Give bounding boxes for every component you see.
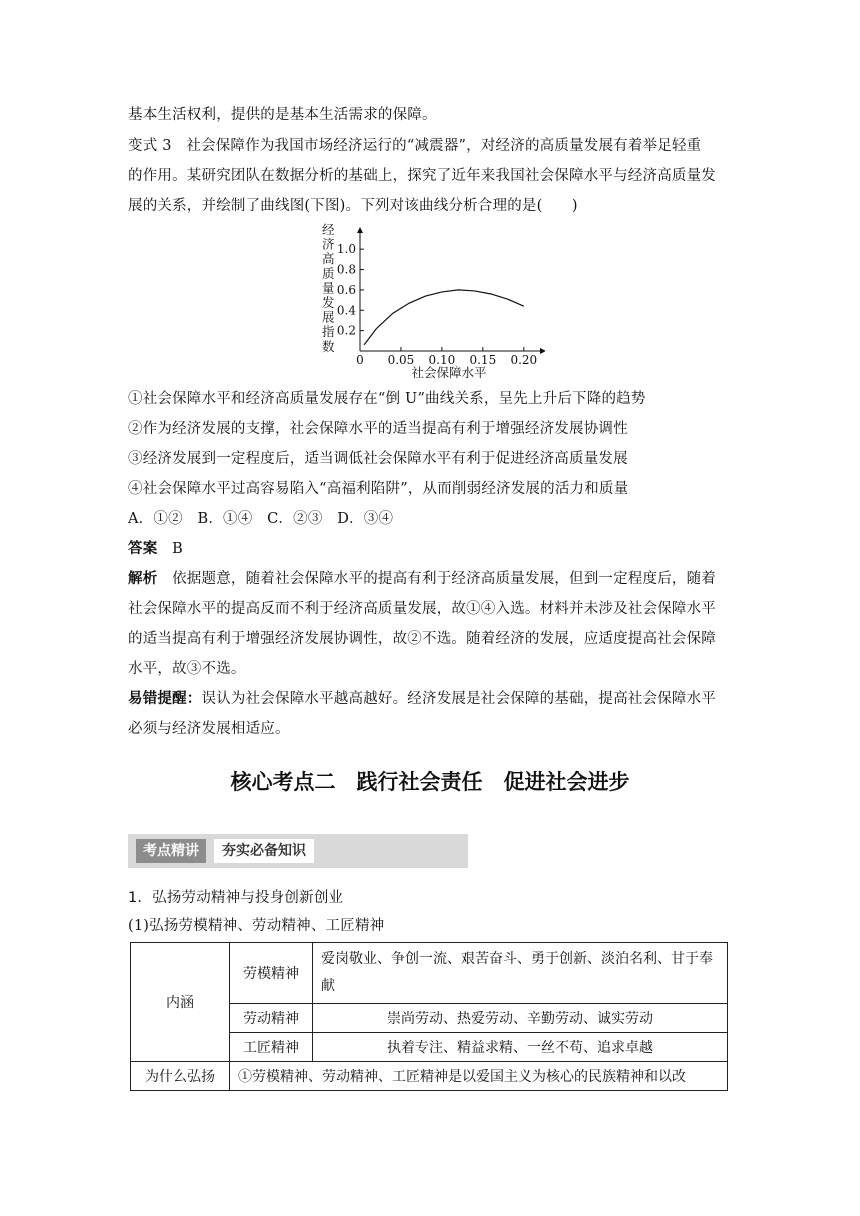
x-tick-label: 0 <box>356 353 364 367</box>
option-1: ①社会保障水平和经济高质量发展存在“倒 U”曲线关系，呈先上升后下降的趋势 <box>128 391 646 407</box>
analysis-text: 依据题意，随着社会保障水平的提高有利于经济高质量发展，但到一定程度后，随着 <box>172 571 717 587</box>
curve-chart <box>305 218 545 387</box>
option-4: ④社会保障水平过高容易陷入“高福利陷阱”，从而削弱经济发展的活力和质量 <box>128 481 629 497</box>
table-cell-label: 为什么弘扬 <box>131 1062 230 1091</box>
y-tick-label: 1.0 <box>336 242 356 257</box>
table-cell-text: ①劳模精神、劳动精神、工匠精神是以爱国主义为核心的民族精神和以改 <box>230 1062 728 1091</box>
y-axis-label: 经济高质量发展指数 <box>322 222 335 354</box>
option-2: ②作为经济发展的支撑，社会保障水平的适当提高有利于增强经济发展协调性 <box>128 421 628 437</box>
table-cell-text: 爱岗敬业、争创一流、艰苦奋斗、勇于创新、淡泊名利、甘于奉献 <box>313 943 728 1004</box>
analysis-row <box>128 567 716 588</box>
y-tick-label: 0.8 <box>336 262 356 277</box>
y-axis-arrow <box>357 227 363 233</box>
table-row <box>131 943 728 1004</box>
warning-label: 易错提醒： <box>128 691 202 707</box>
table-cell-label: 劳模精神 <box>230 943 313 1004</box>
table-row <box>131 1062 728 1091</box>
option-3: ③经济发展到一定程度后，适当调低社会保障水平有利于促进经济高质量发展 <box>128 451 628 467</box>
x-axis-label: 社会保障水平 <box>411 365 487 380</box>
x-tick-label: 0.05 <box>387 353 415 367</box>
y-tick-label: 0.4 <box>336 303 356 318</box>
chart-svg <box>305 218 545 383</box>
x-tick-label: 0.15 <box>469 353 497 367</box>
analysis-line: 社会保障水平的提高反而不利于经济高质量发展，故①④入选。材料并未涉及社会保障水平 <box>128 601 716 617</box>
section-heading: 核心考点二 践行社会责任 促进社会进步 <box>230 770 630 794</box>
question-line: 变式 3 社会保障作为我国市场经济运行的“减震器”，对经济的高质量发展有着举足轻重 <box>128 138 702 154</box>
x-tick-label: 0.20 <box>510 353 538 367</box>
section-banner <box>128 834 468 868</box>
series-line <box>364 290 524 345</box>
warning-line: 必须与经济发展相适应。 <box>128 721 290 737</box>
warning-text: 误认为社会保障水平越高越好。经济发展是社会保障的基础，提高社会保障水平 <box>201 691 716 707</box>
table-cell-label: 劳动精神 <box>230 1004 313 1033</box>
table-cell-text: 执着专注、精益求精、一丝不苟、追求卓越 <box>313 1033 728 1062</box>
spirit-table <box>130 942 728 1091</box>
text-line: 基本生活权利，提供的是基本生活需求的保障。 <box>128 107 437 123</box>
x-tick-label: 0.10 <box>428 353 456 367</box>
analysis-label: 解析 <box>128 570 158 587</box>
table-cell-neihan: 内涵 <box>131 943 230 1062</box>
x-axis-arrow <box>540 348 545 354</box>
answer-row <box>128 537 183 558</box>
point-subheading: (1)弘扬劳模精神、劳动精神、工匠精神 <box>128 918 385 934</box>
answer-label: 答案 <box>128 540 158 557</box>
answer-choices: A．①② B．①④ C．②③ D．③④ <box>128 511 394 527</box>
warning-row <box>128 687 716 708</box>
table-cell-label: 工匠精神 <box>230 1033 313 1062</box>
table-cell-text: 崇尚劳动、热爱劳动、辛勤劳动、诚实劳动 <box>313 1004 728 1033</box>
question-line: 的作用。某研究团队在数据分析的基础上，探究了近年来我国社会保障水平与经济高质量发 <box>128 168 716 184</box>
y-tick-label: 0.6 <box>336 282 356 297</box>
y-tick-label: 0.2 <box>336 323 356 338</box>
banner-tag: 考点精讲 <box>136 839 206 863</box>
analysis-line: 的适当提高有利于增强经济发展协调性，故②不选。随着经济的发展，应适度提高社会保障 <box>128 631 716 647</box>
analysis-line: 水平，故③不选。 <box>128 661 246 677</box>
point-heading: 1．弘扬劳动精神与投身创新创业 <box>128 890 344 906</box>
question-line: 展的关系，并绘制了曲线图(下图)。下列对该曲线分析合理的是( ) <box>128 198 578 214</box>
banner-subtitle: 夯实必备知识 <box>214 839 314 863</box>
answer-value: B <box>172 541 183 557</box>
